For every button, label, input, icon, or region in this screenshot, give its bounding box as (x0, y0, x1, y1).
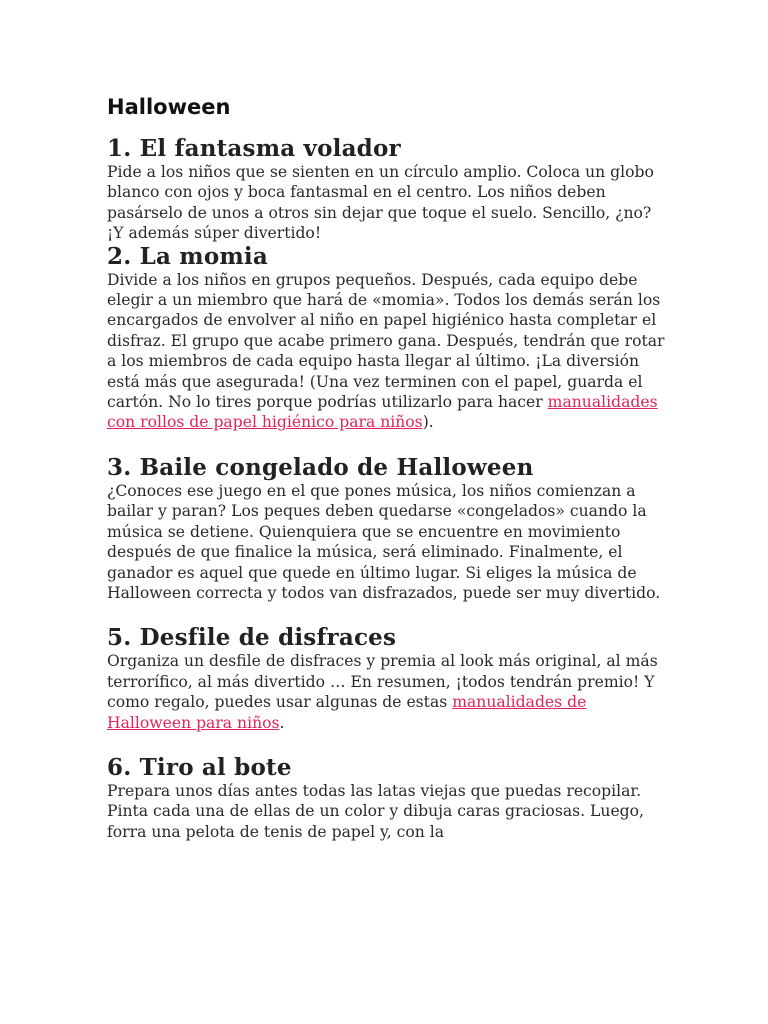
section-heading: 2. La momia (107, 242, 268, 270)
manualidades-halloween-link[interactable]: manualidades de Halloween para niños (107, 693, 587, 732)
section-body (107, 270, 667, 433)
section-body (107, 781, 667, 842)
section-fantasma-volador (107, 136, 667, 244)
section-baile-congelado (107, 455, 667, 603)
document-title: Halloween (107, 95, 231, 119)
section-body-after: ). (422, 413, 434, 432)
section-body (107, 481, 667, 603)
section-body-text: ¿Conoces ese juego en el que pones música, los niños comienzan a bailar y paran? Los peques deben quedarse «congelados» cuando la música se detiene. Quienquiera que se encuentre en movimiento después de que finalice la música, será eliminado. Finalmente, el ganador es aquel que quede en último lugar. Si eliges la música de Halloween correcta y todos van disfrazados, puede ser muy divertido. (107, 481, 661, 602)
manualidades-rollos-link[interactable]: manualidades con rollos de papel higiénico para niños (107, 393, 658, 432)
section-body-text: Organiza un desfile de disfraces y premia al look más original, al más terrorífico, al más divertido … En resumen, ¡todos tendrán premio! Y como regalo, puedes usar algunas de estas (107, 652, 658, 712)
section-heading: 1. El fantasma volador (107, 135, 401, 162)
section-body-after: . (279, 713, 285, 732)
section-body (107, 651, 667, 733)
section-heading: 5. Desfile de disfraces (107, 624, 397, 652)
section-tiro-al-bote (107, 755, 667, 842)
section-body-text: Prepara unos días antes todas las latas viejas que puedas recopilar. Pinta cada una de ellas de un color y dibuja caras graciosas. Luego, forra una pelota de tenis de papel y, con la (107, 781, 644, 841)
section-body (107, 162, 667, 244)
section-la-momia (107, 244, 667, 433)
section-body-text: Divide a los niños en grupos pequeños. Después, cada equipo debe elegir a un miembro que hará de «momia». Todos los demás serán los encargados de envolver al niño en papel higiénico hasta completar el disfraz. El grupo que acabe primero gana. Después, tendrán que rotar a los miembros de cada equipo hasta llegar al último. ¡La diversión está más que asegurada! (Una vez terminen con el papel, guarda el cartón. No lo tires porque podrías utilizarlo para hacer (107, 270, 665, 412)
section-desfile-disfraces (107, 625, 667, 733)
document-page (107, 92, 667, 842)
section-body-text: Pide a los niños que se sienten en un círculo amplio. Coloca un globo blanco con ojos y boca fantasmal en el centro. Los niños deben pasárselo de unos a otros sin dejar que toque el suelo. Sencillo, ¿no? ¡Y además súper divertido! (107, 163, 654, 243)
section-heading: 6. Tiro al bote (107, 753, 292, 781)
section-heading: 3. Baile congelado de Halloween (107, 453, 534, 481)
